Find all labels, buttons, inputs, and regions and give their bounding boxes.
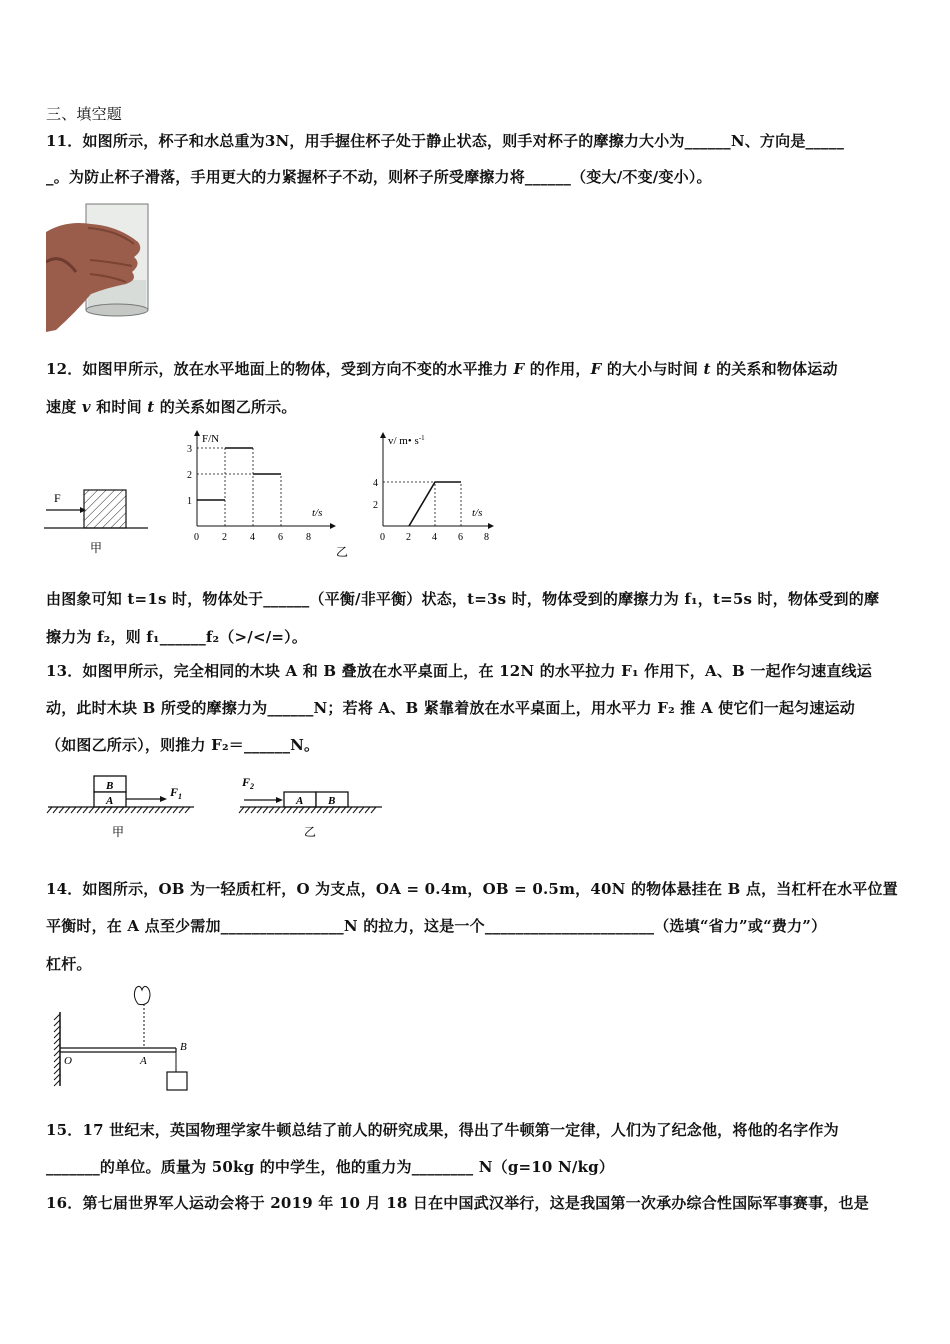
q15-line2: _______的单位。质量为 50kg 的中学生，他的重力为________ N（g=10 N/kg） [46,1158,615,1176]
y-tick-1: 1 [187,496,192,507]
q11-line1: 11．如图所示，杯子和水总重为3N，用手握住杯子处于静止状态，则手对杯子的摩擦力大小为______N、方向是_____ [46,132,845,150]
hanging-weight [167,1072,187,1090]
caption-jia: 甲 [112,825,125,839]
q12-line4: 擦力为 f₂，则 f₁______f₂（>/</=）。 [46,628,308,646]
force-label-F1: $F_1$ [170,785,183,801]
q14-line2: 平衡时，在 A 点至少需加________________N 的拉力，这是一个______________________（选填“省力”或“费力”） [46,917,827,935]
y-tick-2: 2 [373,500,378,511]
force-label-F: F [54,491,61,505]
svg-text:A: A [106,795,114,807]
y-tick-4: 4 [373,478,378,489]
hand-icon [134,986,150,1004]
q11-line2: _。为防止杯子滑落，手用更大的力紧握杯子不动，则杯子所受摩擦力将______（变大/不变/变小）。 [46,168,712,186]
q12-line2: 速度 v 和时间 t 的关系如图乙所示。 [46,398,297,416]
q13-line3: （如图乙所示），则推力 F₂＝______N。 [46,736,320,754]
q15-line1: 15．17 世纪末，英国物理学家牛顿总结了前人的研究成果，得出了牛顿第一定律，人们为了纪念他，将他的名字作为 [46,1121,839,1139]
q12-velocity-time-graph [366,428,500,544]
force-label-F2: $F_2$ [242,775,255,791]
q12-force-time-graph [180,428,350,564]
x-tick-6: 6 [458,532,463,543]
x-tick-0: 0 [194,532,199,543]
block [84,490,126,528]
y-axis-label: v/ m• $s^{-1}$ [388,434,425,447]
q16-line1: 16．第七届世界军人运动会将于 2019 年 10 月 18 日在中国武汉举行，这是我国第一次承办综合性国际军事赛事，也是 [46,1194,869,1212]
point-O-label: O [64,1055,72,1067]
x-tick-6: 6 [278,532,283,543]
caption-jia: 甲 [90,541,103,555]
x-tick-8: 8 [306,532,311,543]
q12-line3: 由图象可知 t=1s 时，物体处于______（平衡/非平衡）状态，t=3s 时，物体受到的摩擦力为 f₁，t=5s 时，物体受到的摩 [46,590,880,608]
caption-yi: 乙 [304,825,317,839]
x-tick-4: 4 [432,532,437,543]
x-tick-8: 8 [484,532,489,543]
q12-block-figure [44,484,154,560]
q13-line2: 动，此时木块 B 所受的摩擦力为______N；若将 A、B 紧靠着放在水平桌面上，用水平力 F₂ 推 A 使它们一起匀速运动 [46,699,855,717]
y-axis-label: F/N [202,433,220,445]
q14-line3: 杠杆。 [46,955,92,973]
x-axis-label: t/s [472,507,483,519]
y-tick-2: 2 [187,470,192,481]
hand-holding-cup-photo [46,202,150,332]
svg-text:A: A [296,795,304,807]
svg-text:B: B [328,795,336,807]
caption-yi: 乙 [336,545,349,559]
q13-stacked-blocks-figure [46,772,196,840]
x-tick-4: 4 [250,532,255,543]
svg-text:B: B [106,780,114,792]
q14-lever-figure [46,982,206,1094]
point-A-label: A [140,1055,147,1067]
q13-line1: 13．如图甲所示，完全相同的木块 A 和 B 叠放在水平桌面上，在 12N 的水平拉力 F₁ 作用下，A、B 一起作匀速直线运 [46,662,872,680]
q14-line1: 14．如图所示，OB 为一轻质杠杆，O 为支点，OA = 0.4m，OB = 0.5m，40N 的物体悬挂在 B 点，当杠杆在水平位置 [46,880,898,898]
x-tick-2: 2 [222,532,227,543]
x-axis-label: t/s [312,507,323,519]
point-B-label: B [180,1041,187,1053]
y-tick-3: 3 [187,444,192,455]
q12-line1: 12．如图甲所示，放在水平地面上的物体，受到方向不变的水平推力 F 的作用，F 的大小与时间 t 的关系和物体运动 [46,360,838,378]
x-tick-0: 0 [380,532,385,543]
section-title: 三、填空题 [46,105,123,123]
q13-side-blocks-figure [238,772,384,840]
x-tick-2: 2 [406,532,411,543]
